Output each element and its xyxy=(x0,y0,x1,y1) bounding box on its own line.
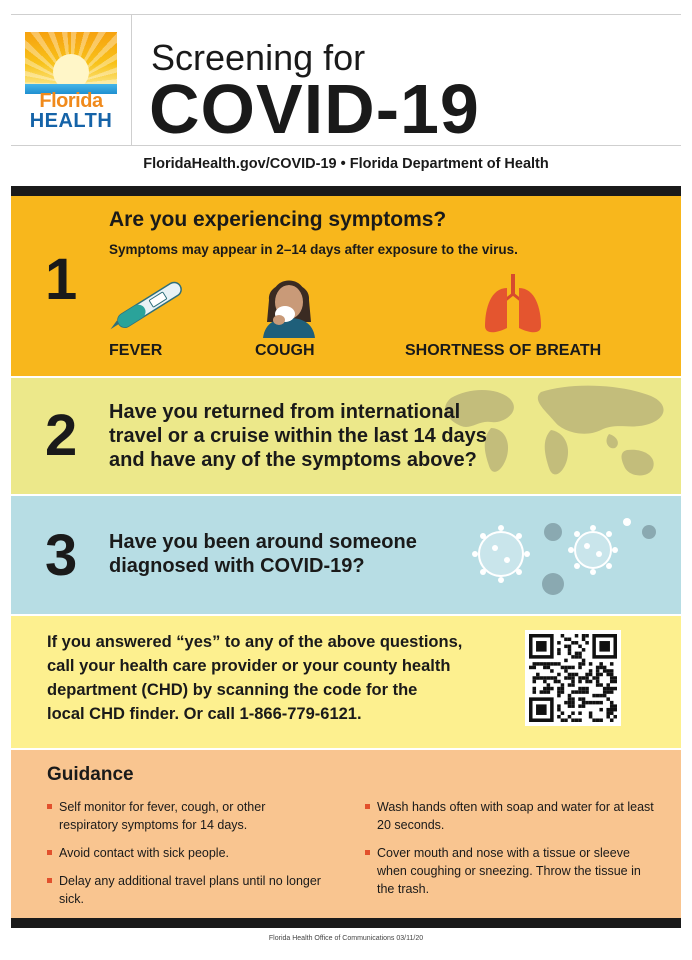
sun-icon xyxy=(25,32,117,84)
section-number: 3 xyxy=(45,523,78,588)
section-exposure xyxy=(11,496,681,614)
header-divider xyxy=(131,15,132,145)
call-to-action-line1: If you answered “yes” to any of the above questions, xyxy=(47,633,463,651)
symptom-label-fever: FEVER xyxy=(109,342,163,359)
call-to-action-line4: local CHD finder. Or call 1-866-779-6121. xyxy=(47,705,362,723)
section-question-line2: diagnosed with COVID-19? xyxy=(109,555,365,577)
section-question-line2: travel or a cruise within the last 14 days xyxy=(109,425,487,447)
logo-text-health: HEALTH xyxy=(29,110,113,132)
section-call-to-action xyxy=(11,616,681,748)
bottom-divider-bar xyxy=(11,918,681,928)
list-item: Cover mouth and nose with a tissue or sleeve when coughing or sneezing. Throw the tissue in the trash. xyxy=(365,844,655,898)
section-number: 1 xyxy=(45,247,78,312)
qr-code-icon xyxy=(529,634,617,722)
page-title-line1: Screening for xyxy=(151,37,366,78)
call-to-action-text xyxy=(47,630,517,726)
section-travel xyxy=(11,378,681,494)
section-question-line1: Have you returned from international xyxy=(109,401,461,423)
section-question: Are you experiencing symptoms? xyxy=(109,208,447,231)
list-item: Delay any additional travel plans until no longer sick. xyxy=(47,872,327,908)
florida-health-logo xyxy=(25,32,117,132)
virus-particles-icon xyxy=(467,514,667,610)
guidance-list-right xyxy=(365,798,655,908)
list-item: Avoid contact with sick people. xyxy=(47,844,327,862)
symptom-label-cough: COUGH xyxy=(255,342,315,359)
section-subtitle: Symptoms may appear in 2–14 days after exposure to the virus. xyxy=(109,242,518,257)
call-to-action-line3: department (CHD) by scanning the code for the xyxy=(47,681,418,699)
list-item: Wash hands often with soap and water for at least 20 seconds. xyxy=(365,798,655,834)
section-number: 2 xyxy=(45,403,78,468)
qr-code[interactable] xyxy=(525,630,621,726)
top-divider-bar xyxy=(11,186,681,196)
thermometer-icon xyxy=(107,276,191,332)
section-guidance xyxy=(11,750,681,918)
section-symptoms xyxy=(11,196,681,376)
source-line: FloridaHealth.gov/COVID-19 • Florida Department of Health xyxy=(143,156,549,172)
logo-text-florida: Florida xyxy=(39,90,103,112)
guidance-title: Guidance xyxy=(47,764,134,785)
page-title-line2: COVID-19 xyxy=(149,70,480,148)
list-item: Self monitor for fever, cough, or other respiratory symptoms for 14 days. xyxy=(47,798,327,834)
footer-credit: Florida Health Office of Communications 03/11/20 xyxy=(268,935,424,942)
symptom-label-shortness-of-breath: SHORTNESS OF BREATH xyxy=(405,342,602,359)
section-question-line3: and have any of the symptoms above? xyxy=(109,449,477,471)
lungs-icon xyxy=(481,274,545,336)
section-question-line1: Have you been around someone xyxy=(109,531,417,553)
call-to-action-line2: call your health care provider or your county health xyxy=(47,657,451,675)
header xyxy=(11,14,681,146)
guidance-list-left xyxy=(47,798,327,918)
coughing-person-icon xyxy=(257,270,321,338)
